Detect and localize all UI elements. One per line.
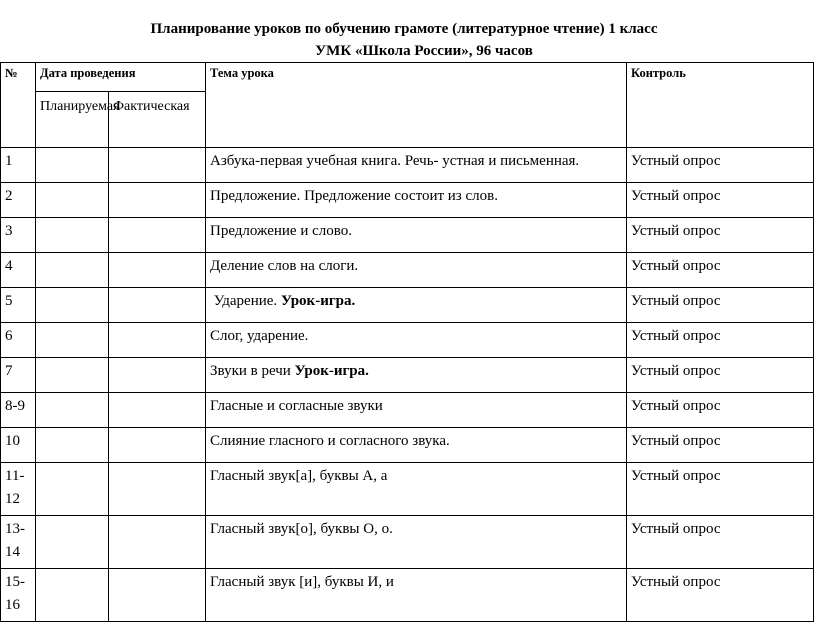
- topic-text: Гласный звук[о], буквы О, о.: [210, 521, 393, 537]
- table-row: [1, 148, 814, 183]
- row-topic: [206, 218, 627, 253]
- header-num: №: [1, 63, 36, 148]
- row-topic: [206, 323, 627, 358]
- row-planned-date: [36, 148, 109, 183]
- topic-text: Звуки в речи: [210, 363, 295, 379]
- topic-text: Азбука-первая учебная книга. Речь- устная и письменная.: [210, 153, 580, 169]
- row-actual-date: [109, 323, 206, 358]
- table-row: [1, 288, 814, 323]
- row-topic: [206, 148, 627, 183]
- row-num: 2: [1, 183, 36, 218]
- row-control: Устный опрос: [627, 183, 814, 218]
- header-control: Контроль: [627, 63, 814, 148]
- table-row: [1, 463, 814, 516]
- row-control: Устный опрос: [627, 288, 814, 323]
- row-actual-date: [109, 183, 206, 218]
- row-actual-date: [109, 393, 206, 428]
- row-num: 1: [1, 148, 36, 183]
- row-control: Устный опрос: [627, 358, 814, 393]
- row-num: 13-14: [1, 516, 36, 569]
- row-actual-date: [109, 516, 206, 569]
- row-control: Устный опрос: [627, 516, 814, 569]
- row-topic: [206, 393, 627, 428]
- lesson-plan-table: [0, 62, 814, 622]
- row-control: Устный опрос: [627, 569, 814, 622]
- row-num: 4: [1, 253, 36, 288]
- topic-text: Слияние гласного и согласного звука.: [210, 433, 450, 449]
- row-topic: [206, 253, 627, 288]
- table-row: [1, 569, 814, 622]
- row-topic: [206, 463, 627, 516]
- row-num: 7: [1, 358, 36, 393]
- row-topic: [206, 183, 627, 218]
- row-num: 6: [1, 323, 36, 358]
- row-actual-date: [109, 253, 206, 288]
- row-planned-date: [36, 428, 109, 463]
- row-control: Устный опрос: [627, 463, 814, 516]
- row-planned-date: [36, 393, 109, 428]
- table-row: [1, 393, 814, 428]
- row-planned-date: [36, 218, 109, 253]
- row-actual-date: [109, 148, 206, 183]
- table-row: [1, 516, 814, 569]
- row-planned-date: [36, 288, 109, 323]
- topic-text: Гласные и согласные звуки: [210, 398, 383, 414]
- header-topic: Тема урока: [206, 63, 627, 148]
- row-control: Устный опрос: [627, 253, 814, 288]
- row-planned-date: [36, 183, 109, 218]
- row-control: Устный опрос: [627, 148, 814, 183]
- row-actual-date: [109, 358, 206, 393]
- row-topic: [206, 516, 627, 569]
- row-topic: [206, 428, 627, 463]
- row-planned-date: [36, 358, 109, 393]
- row-control: Устный опрос: [627, 323, 814, 358]
- topic-text: Предложение. Предложение состоит из слов.: [210, 188, 498, 204]
- row-actual-date: [109, 569, 206, 622]
- row-control: Устный опрос: [627, 393, 814, 428]
- row-num: 3: [1, 218, 36, 253]
- table-row: [1, 253, 814, 288]
- table-row: [1, 428, 814, 463]
- row-planned-date: [36, 463, 109, 516]
- row-topic: [206, 569, 627, 622]
- row-control: Устный опрос: [627, 218, 814, 253]
- table-row: [1, 218, 814, 253]
- row-actual-date: [109, 428, 206, 463]
- row-actual-date: [109, 218, 206, 253]
- row-control: Устный опрос: [627, 428, 814, 463]
- row-planned-date: [36, 516, 109, 569]
- row-num: 10: [1, 428, 36, 463]
- topic-bold-text: Урок-игра.: [280, 293, 356, 309]
- table-row: [1, 358, 814, 393]
- row-planned-date: [36, 253, 109, 288]
- row-actual-date: [109, 463, 206, 516]
- document-subtitle: УМК «Школа России», 96 часов: [315, 43, 533, 59]
- row-planned-date: [36, 323, 109, 358]
- header-actual: Фактическая: [109, 92, 206, 148]
- row-topic: [206, 358, 627, 393]
- table-row: [1, 183, 814, 218]
- header-planned: Планируемая: [36, 92, 109, 148]
- topic-text: Предложение и слово.: [210, 223, 352, 239]
- topic-text: Ударение.: [210, 293, 281, 309]
- topic-bold-text: Урок-игра.: [294, 363, 369, 379]
- header-row: [1, 63, 814, 92]
- row-num: 15-16: [1, 569, 36, 622]
- row-num: 11-12: [1, 463, 36, 516]
- row-topic: [206, 288, 627, 323]
- topic-text: Слог, ударение.: [210, 328, 309, 344]
- topic-text: Деление слов на слоги.: [210, 258, 359, 274]
- topic-text: Гласный звук[а], буквы А, а: [210, 468, 388, 484]
- document-title: Планирование уроков по обучению грамоте (литературное чтение) 1 класс: [150, 21, 658, 37]
- row-actual-date: [109, 288, 206, 323]
- row-planned-date: [36, 569, 109, 622]
- row-num: 5: [1, 288, 36, 323]
- header-date: Дата проведения: [36, 63, 206, 92]
- table-row: [1, 323, 814, 358]
- row-num: 8-9: [1, 393, 36, 428]
- topic-text: Гласный звук [и], буквы И, и: [210, 574, 394, 590]
